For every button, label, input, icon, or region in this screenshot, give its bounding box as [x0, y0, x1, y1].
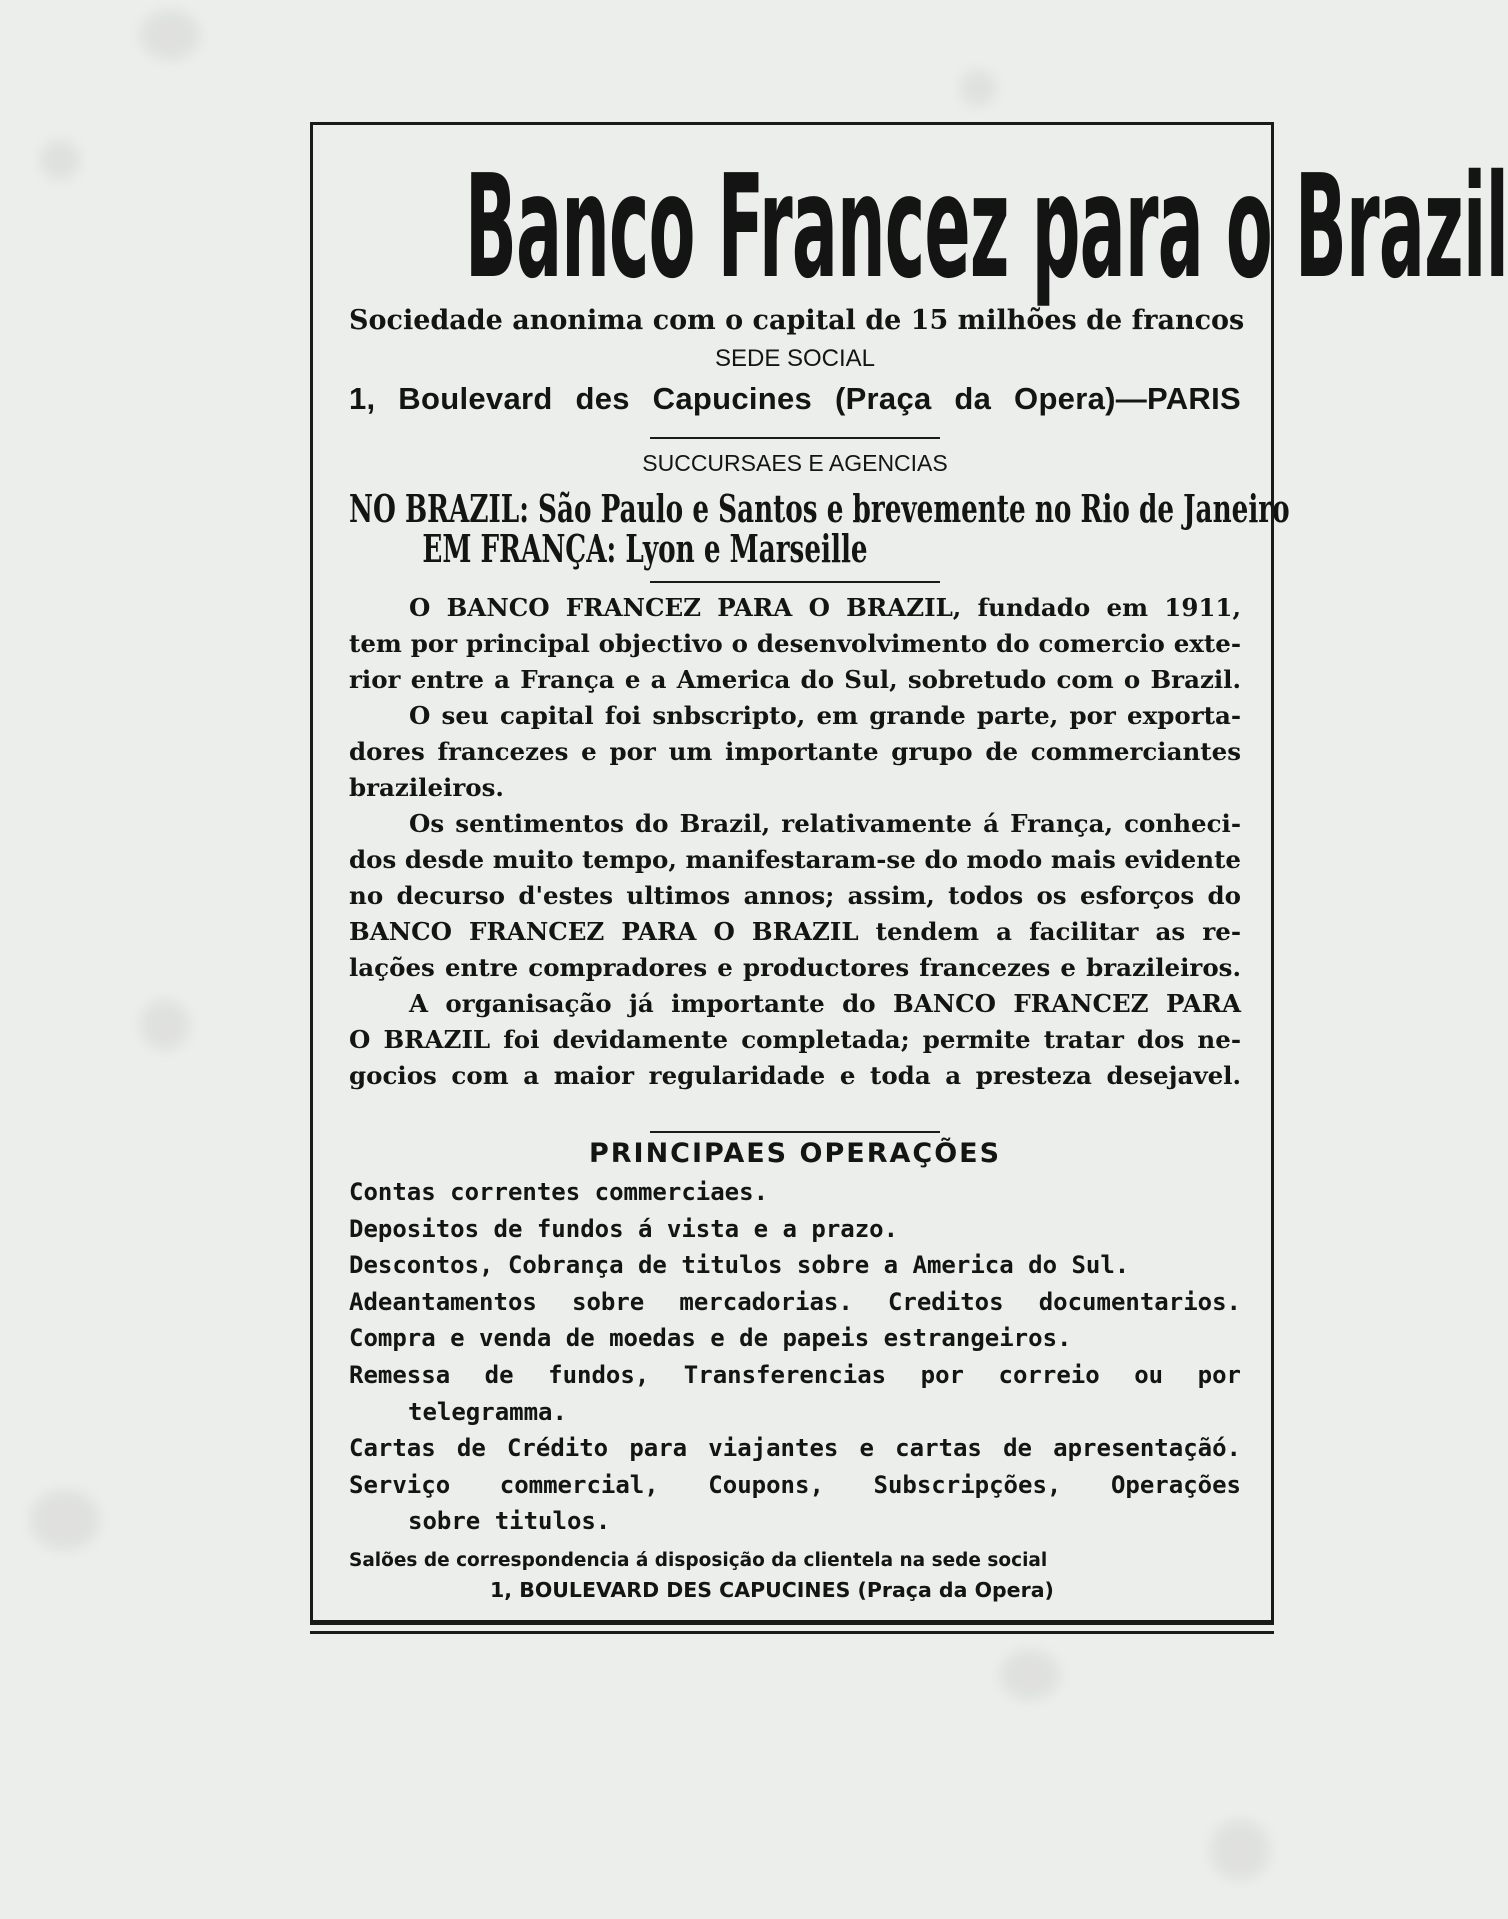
paper-stain: [1210, 1820, 1270, 1880]
paper-stain: [140, 10, 200, 60]
body-line: dores francezes e por um importante grupo de commerciantes: [349, 737, 1241, 766]
body-line: Os sentimentos do Brazil, relativamente á França, conheci-: [409, 809, 1241, 838]
paper-stain: [140, 1000, 190, 1050]
footer-address: 1, BOULEVARD DES CAPUCINES (Praça da Opera): [490, 1578, 1054, 1602]
body-line: no decurso d'estes ultimos annos; assim, todos os esforços do: [349, 881, 1241, 910]
operation-item: Adeantamentos sobre mercadorias. Creditos documentarios.: [349, 1288, 1241, 1316]
body-line: O BANCO FRANCEZ PARA O BRAZIL, fundado em 1911,: [409, 593, 1241, 622]
operation-item-continued: telegramma.: [408, 1398, 567, 1426]
bank-title: Banco Francez para o Brazil: [464, 144, 1508, 311]
agencies-label: SUCCURSAES E AGENCIAS: [642, 450, 948, 476]
paper-stain: [30, 1490, 100, 1550]
body-line: rior entre a França e a America do Sul, sobretudo com o Brazil.: [349, 665, 1241, 694]
divider: [650, 1131, 940, 1133]
operation-item: Remessa de fundos, Transferencias por correio ou por: [349, 1361, 1241, 1389]
operations-title: PRINCIPAES OPERAÇÕES: [588, 1138, 1002, 1169]
body-line: BANCO FRANCEZ PARA O BRAZIL tendem a facilitar as re-: [349, 917, 1241, 946]
body-line: lações entre compradores e productores francezes e brazileiros.: [349, 953, 1241, 982]
body-line: tem por principal objectivo o desenvolvimento do comercio exte-: [349, 629, 1241, 658]
body-line: brazileiros.: [349, 773, 504, 802]
body-line: O BRAZIL foi devidamente completada; permite tratar dos ne-: [349, 1025, 1241, 1054]
divider: [650, 581, 940, 583]
operation-item: Depositos de fundos á vista e a prazo.: [349, 1215, 899, 1243]
paper-stain: [1000, 1650, 1060, 1700]
operation-item-continued: sobre titulos.: [408, 1507, 611, 1535]
paper-stain: [960, 70, 996, 106]
operation-item: Contas correntes commerciaes.: [349, 1178, 769, 1206]
sede-address: 1, Boulevard des Capucines (Praça da Opera)—PARIS: [349, 381, 1241, 416]
footer-salons: Salões de correspondencia á disposição da clientela na sede social: [349, 1550, 1048, 1571]
branch-brazil: NO BRAZIL: São Paulo e Santos e brevemente no Rio de Janeiro: [349, 486, 1290, 532]
body-line: O seu capital foi snbscripto, em grande parte, por exporta-: [409, 701, 1241, 730]
operation-item: Compra e venda de moedas e de papeis estrangeiros.: [349, 1324, 1072, 1352]
advertisement-frame: [310, 122, 1508, 1625]
divider: [650, 437, 940, 439]
operation-item: Serviço commercial, Coupons, Subscripções, Operações: [349, 1471, 1241, 1499]
sede-label: SEDE SOCIAL: [714, 345, 876, 372]
operation-item: Cartas de Crédito para viajantes e cartas de apresentaçãó.: [349, 1434, 1241, 1462]
body-line: gocios com a maior regularidade e toda a presteza desejavel.: [349, 1061, 1241, 1090]
paper-stain: [40, 140, 80, 180]
body-line: dos desde muito tempo, manifestaram-se do modo mais evidente: [349, 845, 1241, 874]
body-line: A organisação já importante do BANCO FRANCEZ PARA: [409, 989, 1241, 1018]
operation-item: Descontos, Cobrança de titulos sobre a America do Sul.: [349, 1251, 1130, 1279]
capital-line: Sociedade anonima com o capital de 15 milhões de francos: [349, 305, 1245, 336]
branch-france: EM FRANÇA: Lyon e Marseille: [422, 526, 868, 572]
